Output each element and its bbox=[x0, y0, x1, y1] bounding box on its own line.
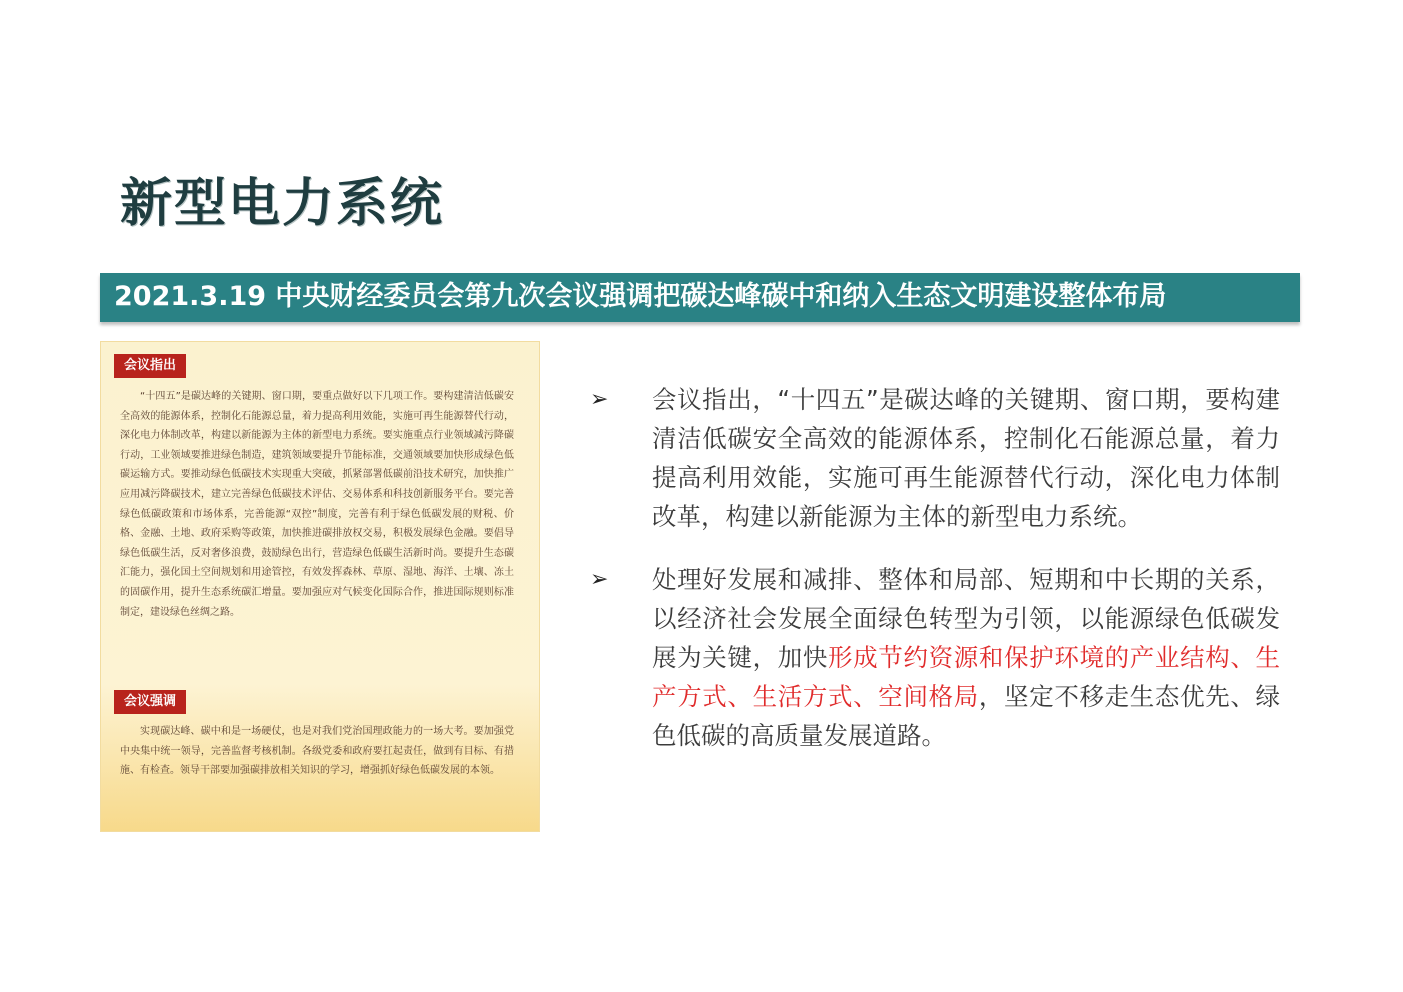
bullet-text-2-after: ，坚定不移走生态优先、绿色低碳的高质量发展道路。 bbox=[652, 682, 1281, 750]
slide-title: 新型电力系统 bbox=[120, 174, 445, 234]
bullet-list bbox=[590, 380, 1280, 755]
poster-tag-meeting-pointed: 会议指出 bbox=[114, 354, 186, 378]
arrow-bullet-icon: ➢ bbox=[590, 567, 609, 592]
bullet-text-2-highlight: 形成节约资源和保护环境的产业结构、生产方式、生活方式、空间格局 bbox=[652, 643, 1281, 711]
poster-tag-meeting-stressed: 会议强调 bbox=[114, 690, 186, 714]
bullet-text-2 bbox=[652, 560, 1280, 755]
arrow-bullet-icon: ➢ bbox=[590, 387, 609, 412]
poster-paragraph-2: 实现碳达峰、碳中和是一场硬仗，也是对我们党治国理政能力的一场大考。要加强党中央集中统一领导，完善监督考核机制。各级党委和政府要扛起责任，做到有目标、有措施、有检查。领导干部要加强碳排放相关知识的学习，增强抓好绿色低碳发展的本领。 bbox=[120, 726, 514, 777]
bullet-item-2 bbox=[590, 560, 1280, 755]
bullet-text-1: 会议指出，“十四五”是碳达峰的关键期、窗口期，要构建清洁低碳安全高效的能源体系，控制化石能源总量，着力提高利用效能，实施可再生能源替代行动，深化电力体制改革，构建以新能源为主体的新型电力系统。 bbox=[652, 385, 1280, 531]
poster-paragraph-1: “十四五”是碳达峰的关键期、窗口期，要重点做好以下几项工作。要构建清洁低碳安全高效的能源体系，控制化石能源总量，着力提高利用效能，实施可再生能源替代行动，深化电力体制改革，构建以新能源为主体的新型电力系统。要实施重点行业领域减污降碳行动，工业领域要推进绿色制造，建筑领域要提升节能标准，交通领域要加快形成绿色低碳运输方式。要推动绿色低碳技术实现重大突破，抓紧部署低碳前沿技术研究，加快推广应用减污降碳技术，建立完善绿色低碳技术评估、交易体系和科技创新服务平台。要完善绿色低碳政策和市场体系，完善能源“双控”制度，完善有利于绿色低碳发展的财税、价格、金融、土地、政府采购等政策，加快推进碳排放权交易，积极发展绿色金融。要倡导绿色低碳生活，反对奢侈浪费，鼓励绿色出行，营造绿色低碳生活新时尚。要提升生态碳汇能力，强化国土空间规划和用途管控，有效发挥森林、草原、湿地、海洋、土壤、冻土的固碳作用，提升生态系统碳汇增量。要加强应对气候变化国际合作，推进国际规则标准制定，建设绿色丝绸之路。 bbox=[120, 391, 514, 618]
meeting-banner bbox=[100, 273, 1300, 322]
banner-text: 2021.3.19 中央财经委员会第九次会议强调把碳达峰碳中和纳入生态文明建设整体布局 bbox=[114, 281, 1167, 312]
bullet-text-2-before: 处理好发展和减排、整体和局部、短期和中长期的关系，以经济社会发展全面绿色转型为引领，以能源绿色低碳发展为关键，加快 bbox=[652, 565, 1280, 672]
bullet-item-1 bbox=[590, 380, 1280, 536]
poster-content bbox=[106, 347, 516, 826]
meeting-poster-image bbox=[100, 341, 540, 832]
